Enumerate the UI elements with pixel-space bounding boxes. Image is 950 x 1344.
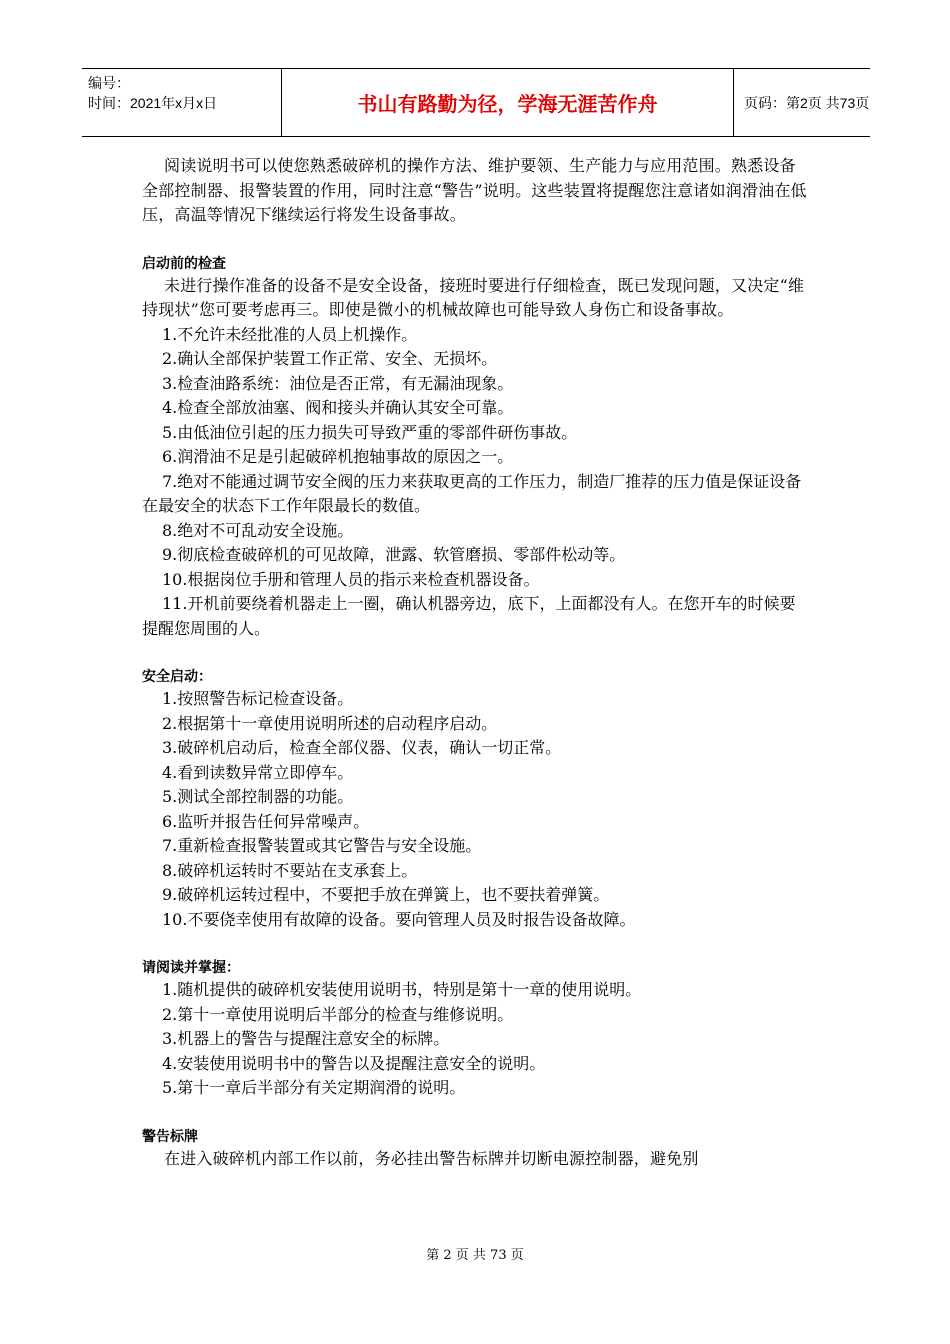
list-item: 9.破碎机运转过程中，不要把手放在弹簧上，也不要扶着弹簧。 — [162, 885, 610, 904]
list-item: 2.确认全部保护装置工作正常、安全、无损坏。 — [162, 349, 498, 368]
time-label: 时间：2021年x月x日 — [88, 95, 218, 111]
list-item: 4.检查全部放油塞、阀和接头并确认其安全可靠。 — [162, 398, 514, 417]
page-footer: 第 2 页 共 73 页 — [426, 1248, 524, 1263]
section-heading: 安全启动： — [142, 668, 212, 684]
list-item: 1.不允许未经批准的人员上机操作。 — [162, 324, 418, 344]
list-item: 5.测试全部控制器的功能。 — [162, 787, 354, 806]
list-item: 6.润滑油不足是引起破碎机抱轴事故的原因之一。 — [162, 447, 514, 466]
list-item: 1.随机提供的破碎机安装使用说明书，特别是第十一章的使用说明。 — [162, 980, 642, 999]
header-meta — [82, 69, 282, 136]
list-item: 3.破碎机启动后，检查全部仪器、仪表，确认一切正常。 — [162, 738, 562, 757]
list-item: 3.检查油路系统：油位是否正常，有无漏油现象。 — [162, 373, 514, 393]
list-item: 7.绝对不能通过调节安全阀的压力来获取更高的工作压力，制造厂推荐的压力值是保证设备在最安全的状态下工作年限最长的数值。 — [142, 471, 802, 515]
list-item: 1.按照警告标记检查设备。 — [162, 689, 354, 708]
section-lead: 在进入破碎机内部工作以前，务必挂出警告标牌并切断电源控制器，避免别 — [164, 1148, 699, 1168]
section-lead: 未进行操作准备的设备不是安全设备，接班时要进行仔细检查，既已发现问题，又决定“维持现状”您可要考虑再三。即使是微小的机械故障也可能导致人身伤亡和设备事故。 — [142, 275, 805, 319]
list-item: 2.根据第十一章使用说明所述的启动程序启动。 — [162, 713, 498, 733]
list-item: 8.绝对不可乱动安全设施。 — [162, 520, 354, 540]
section-heading: 请阅读并掌握： — [142, 959, 240, 975]
section-heading: 警告标牌 — [142, 1127, 198, 1144]
list-item: 7.重新检查报警装置或其它警告与安全设施。 — [162, 836, 482, 855]
intro-paragraph: 阅读说明书可以使您熟悉破碎机的操作方法、维护要领、生产能力与应用范围。熟悉设备全部控制器、报警装置的作用，同时注意“警告”说明。这些装置将提醒您注意诸如润滑油在低压，高温等情况下继续运行将发生设备事故。 — [142, 156, 807, 224]
list-item: 10.根据岗位手册和管理人员的指示来检查机器设备。 — [162, 569, 540, 589]
list-item: 5.由低油位引起的压力损失可导致严重的零部件研伤事故。 — [162, 422, 578, 442]
list-item: 5.第十一章后半部分有关定期润滑的说明。 — [162, 1078, 466, 1097]
document-body — [142, 154, 810, 1171]
list-item: 2.第十一章使用说明后半部分的检查与维修说明。 — [162, 1004, 514, 1024]
list-item: 4.安装使用说明书中的警告以及提醒注意安全的说明。 — [162, 1053, 546, 1073]
list-item: 8.破碎机运转时不要站在支承套上。 — [162, 860, 418, 880]
header-motto: 书山有路勤为径，学海无涯苦作舟 — [282, 69, 734, 136]
list-item: 9.彻底检查破碎机的可见故障，泄露、软管磨损、零部件松动等。 — [162, 545, 626, 564]
header-page-info: 页码：第2页 共73页 — [744, 94, 870, 111]
header-table — [82, 68, 870, 137]
section-heading: 启动前的检查 — [142, 254, 226, 271]
list-item: 11.开机前要绕着机器走上一圈，确认机器旁边，底下，上面都没有人。在您开车的时候要提醒您周围的人。 — [142, 594, 796, 638]
list-item: 3.机器上的警告与提醒注意安全的标牌。 — [162, 1029, 450, 1048]
list-item: 4.看到读数异常立即停车。 — [162, 762, 354, 782]
code-label: 编号： — [88, 75, 130, 91]
list-item: 10.不要侥幸使用有故障的设备。要向管理人员及时报告设备故障。 — [162, 909, 636, 929]
list-item: 6.监听并报告任何异常噪声。 — [162, 811, 370, 831]
